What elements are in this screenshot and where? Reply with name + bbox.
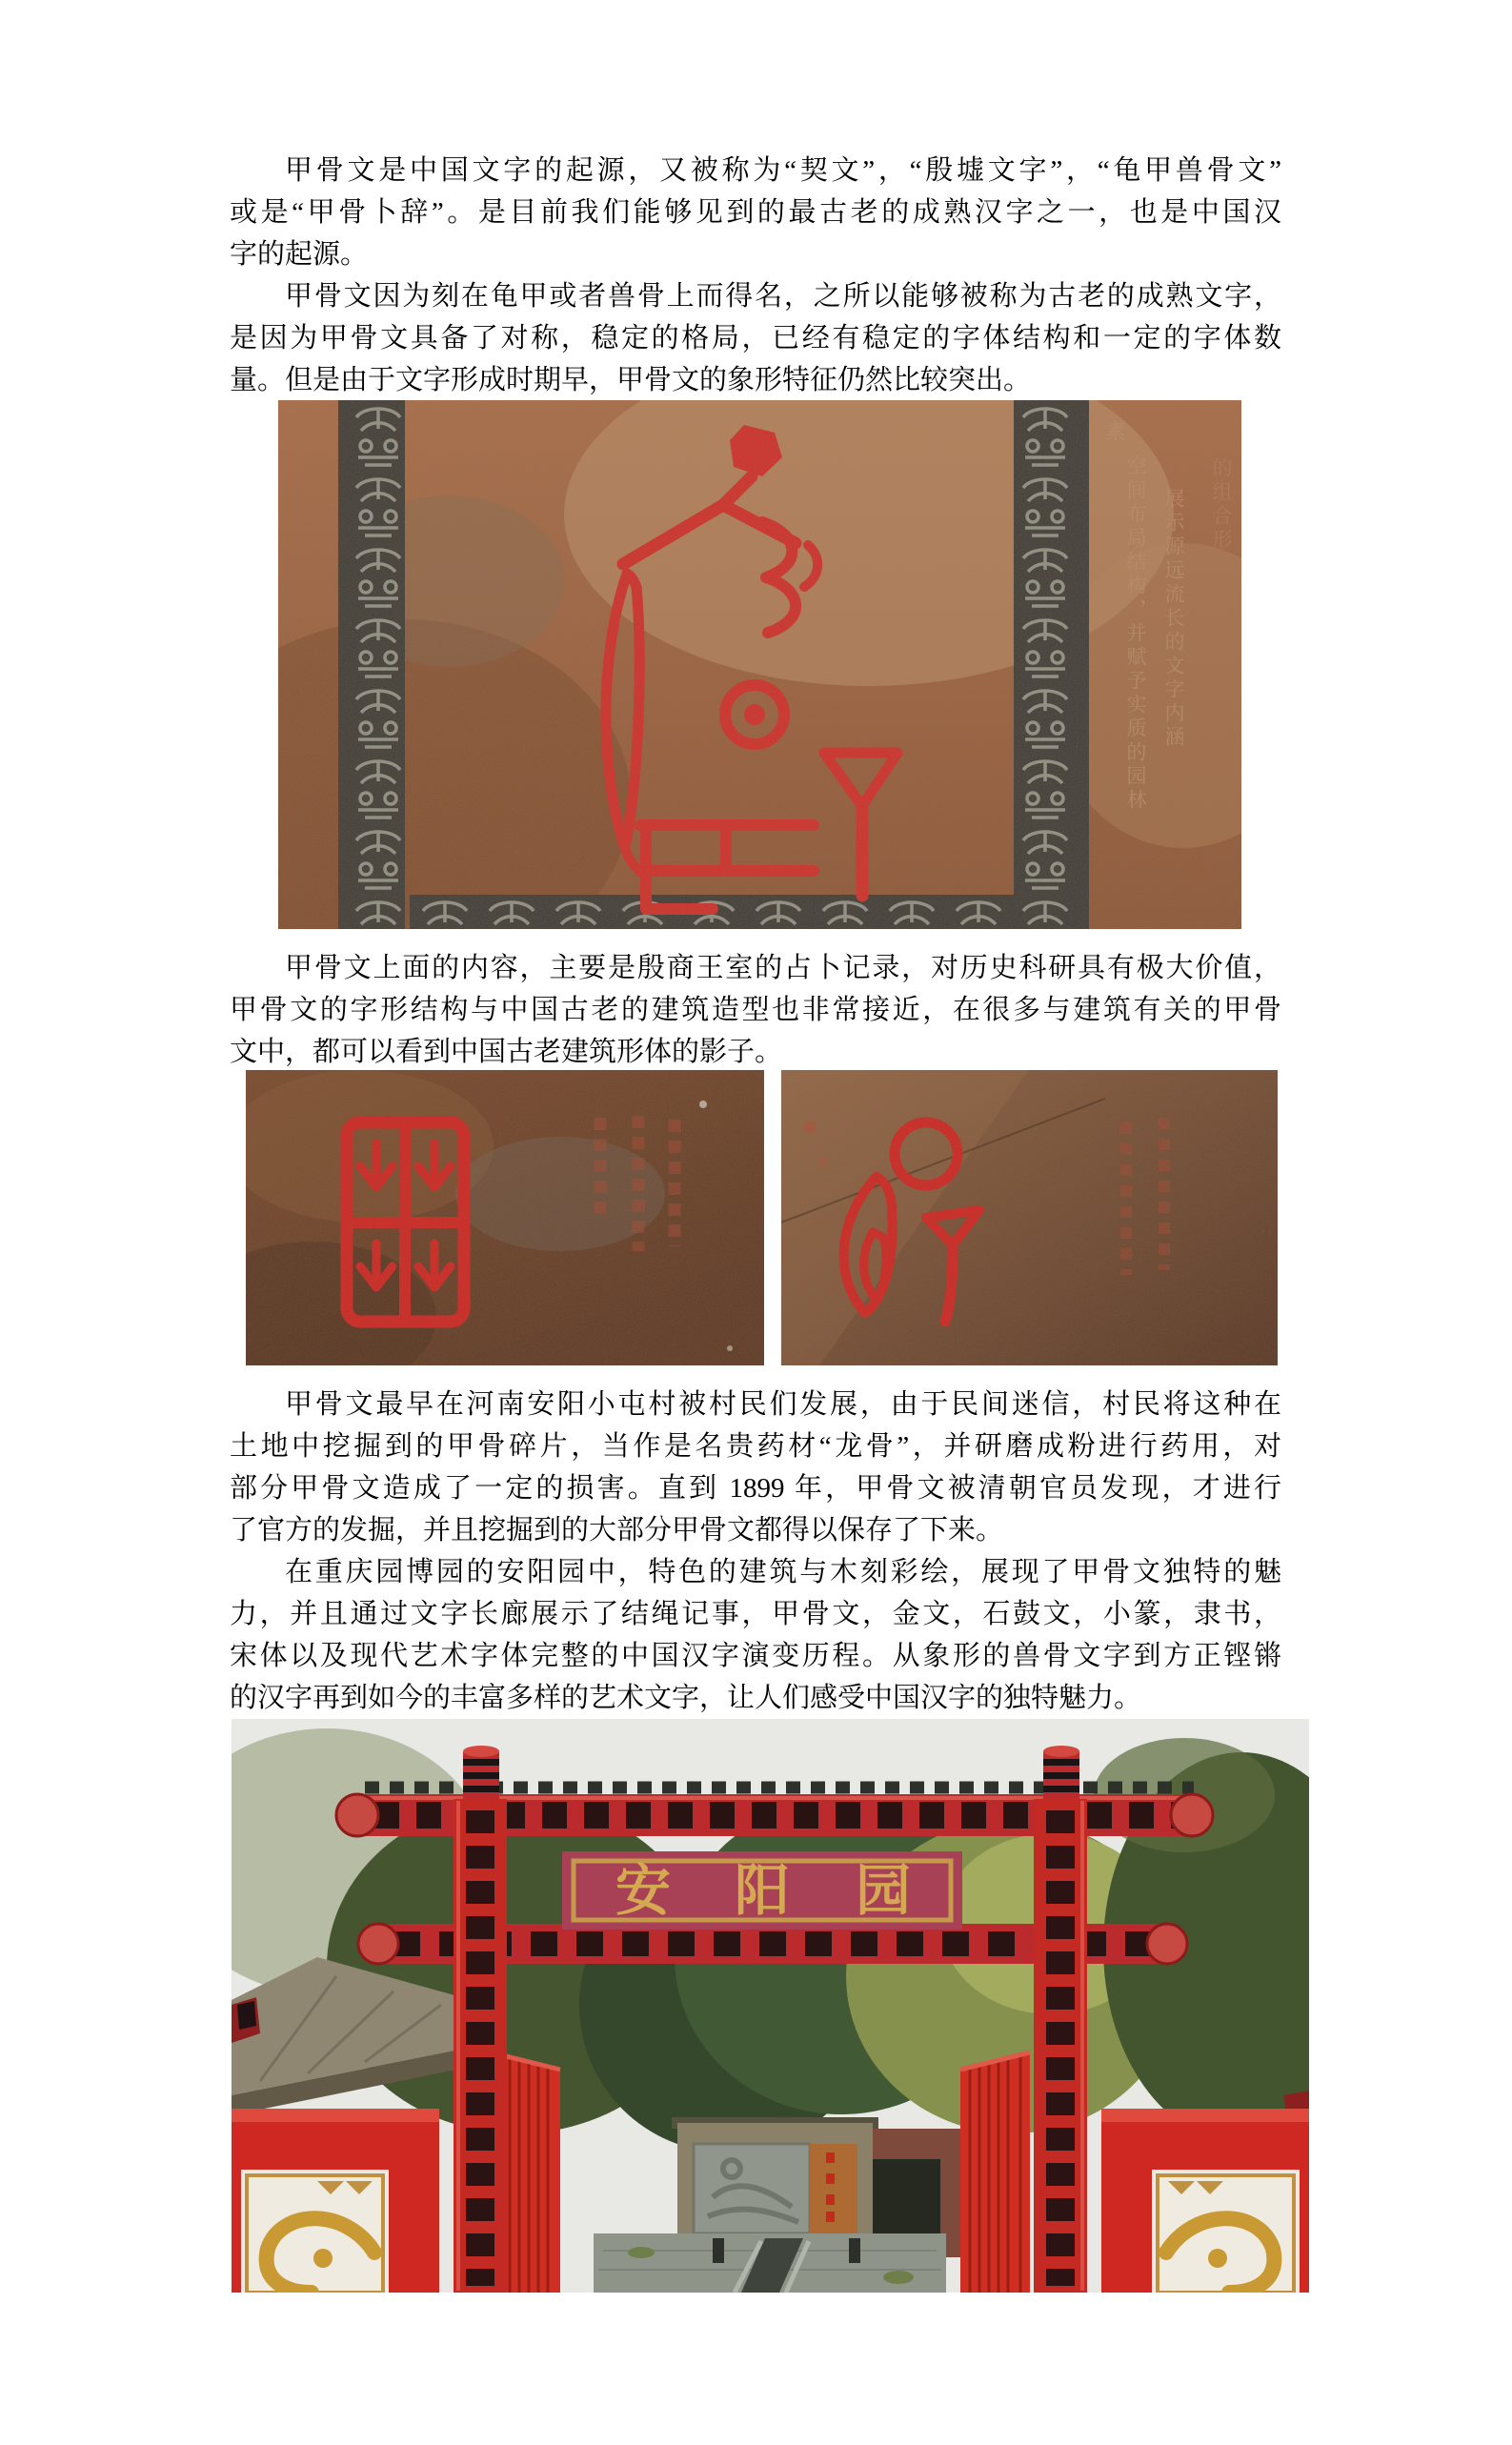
text-block-history [230, 1384, 1281, 1719]
photo-grain [781, 1070, 1278, 1365]
engraved-char: 素 [1103, 421, 1126, 445]
text-block-intro [230, 150, 1281, 401]
paragraph-line: 宋体以及现代艺术字体完整的中国汉字演变历程。从象形的兽骨文字到方正铿锵 [230, 1641, 1281, 1671]
pathway [594, 2233, 946, 2293]
gold-panel-right [1152, 2170, 1300, 2293]
sign-char: 安 [615, 1860, 672, 1922]
stele-photo [278, 400, 1241, 929]
paragraph-line: 力，并且通过文字长廊展示了结绳记事，甲骨文，金文，石鼓文，小篆，隶书， [230, 1599, 1281, 1629]
paragraph-line: 甲骨文上面的内容，主要是殷商王室的占卜记录，对历史科研具有极大价值， [285, 953, 1281, 983]
paragraph-line: 的汉字再到如今的丰富多样的艺术文字，让人们感受中国汉字的独特魅力。 [230, 1683, 1142, 1713]
paragraph-line: 量。但是由于文字形成时期早，甲骨文的象形特征仍然比较突出。 [230, 365, 1032, 395]
paragraph-line: 土地中挖掘到的甲骨碎片，当作是名贵药材“龙骨”，并研磨成粉进行药用，对 [230, 1431, 1281, 1462]
paragraph-line: 甲骨文的字形结构与中国古老的建筑造型也非常接近，在很多与建筑有关的甲骨 [230, 995, 1281, 1025]
text-block-content [230, 947, 1281, 1073]
paragraph-line: 甲骨文因为刻在龟甲或者兽骨上而得名，之所以能够被称为古老的成熟文字， [285, 281, 1281, 312]
right-door [960, 2052, 1030, 2293]
sign-char: 园 [855, 1860, 912, 1922]
paragraph-line: 甲骨文最早在河南安阳小屯村被村民们发展，由于民间迷信，村民将这种在 [285, 1389, 1281, 1420]
photo-grain [246, 1070, 764, 1365]
oracle-palace-photo [781, 1070, 1278, 1365]
paragraph-line: 字的起源。 [230, 239, 369, 270]
paragraph-line: 是因为甲骨文具备了对称，稳定的格局，已经有稳定的字体结构和一定的字体数 [230, 323, 1281, 354]
gold-panel-left [241, 2170, 389, 2293]
engraved-column: 展示源远流长的文字内涵 [1162, 488, 1185, 750]
photo-grain [278, 400, 1241, 929]
engraved-column: 空间布局结构，并赋予实质的园林 [1124, 455, 1147, 813]
oracle-window-photo [246, 1070, 764, 1365]
paragraph-line: 或是“甲骨卜辞”。是目前我们能够见到的最古老的成熟汉字之一，也是中国汉 [230, 197, 1281, 228]
paragraph-line: 甲骨文是中国文字的起源，又被称为“契文”，“殷墟文字”，“龟甲兽骨文” [285, 155, 1281, 186]
gate-sign [562, 1851, 962, 1930]
paragraph-line: 部分甲骨文造成了一定的损害。直到 1899 年，甲骨文被清朝官员发现，才进行 [230, 1473, 1281, 1504]
sign-char: 阳 [734, 1860, 791, 1922]
paragraph-line: 了官方的发掘，并且挖掘到的大部分甲骨文都得以保存了下来。 [230, 1515, 1004, 1546]
paragraph-line: 文中，都可以看到中国古老建筑形体的影子。 [230, 1037, 783, 1067]
engraved-column: 的组合形 [1210, 457, 1233, 553]
paragraph-line: 在重庆园博园的安阳园中，特色的建筑与木刻彩绘，展现了甲骨文独特的魅 [285, 1557, 1281, 1587]
gate-photo [232, 1719, 1309, 2293]
